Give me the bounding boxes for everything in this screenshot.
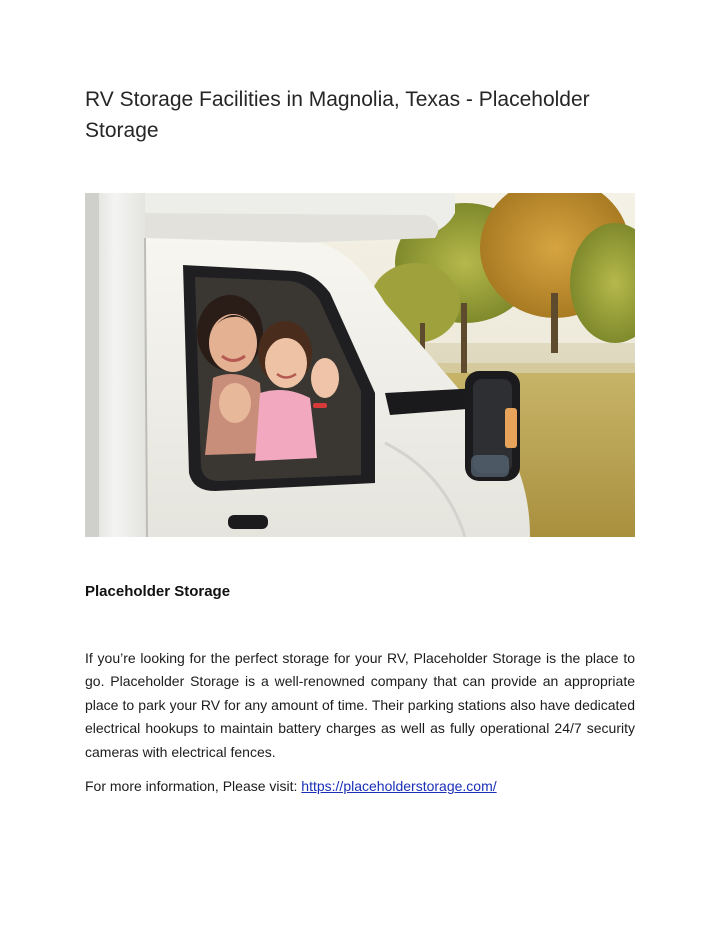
section-heading: Placeholder Storage: [85, 583, 231, 600]
more-info-line: [85, 775, 645, 797]
more-info-prefix: For more information, Please visit:: [85, 778, 302, 794]
body-paragraph: If you’re looking for the perfect storage for your RV, Placeholder Storage is the place to go. Placeholder Storage is a well-renowned company that can provide an appropriate place to park your RV for any amount of time. Their parking stations also have dedicated electrical hookups to maintain battery charges as well as fully operational 24/7 security cameras with electrical fences.: [85, 650, 635, 760]
rv-family-photo: [85, 193, 635, 537]
rv-window-illustration: [85, 193, 635, 537]
website-link[interactable]: https://placeholderstorage.com/: [301, 778, 497, 794]
page-title: RV Storage Facilities in Magnolia, Texas - Placeholder Storage: [85, 88, 590, 142]
